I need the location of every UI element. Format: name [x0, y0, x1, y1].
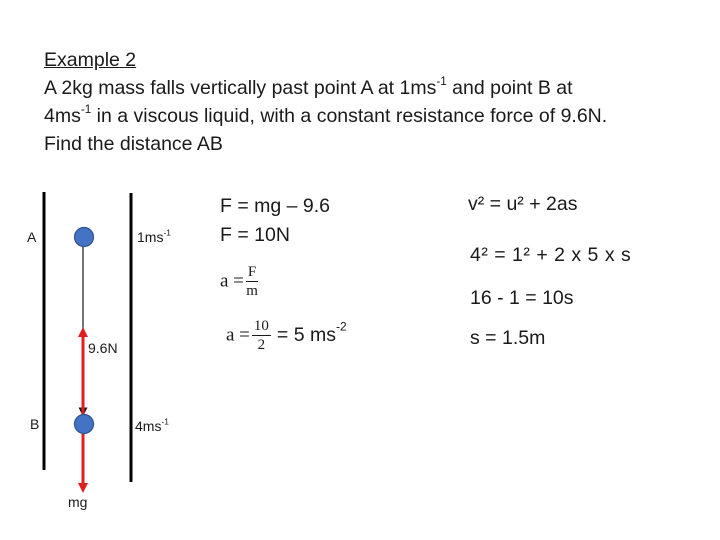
- equation-acceleration: a = $\frac{10}{2}$ = 5 $ms^{-2}$: [226, 318, 347, 353]
- point-a-label: A: [27, 229, 37, 245]
- equation-force-value: F = 10N: [220, 224, 290, 246]
- equation-net-force: F = mg – 9.6: [220, 195, 331, 217]
- equation-simplify: 16 - 1 = 10s: [470, 287, 574, 309]
- problem-line-1: A 2kg mass falls vertically past point A at $1ms^{-1}$ and point B at: [44, 75, 573, 99]
- example-heading: Example 2: [44, 49, 137, 71]
- weight-label: mg: [68, 494, 88, 510]
- equation-substitution: 4² = 1² + 2 x 5 x s: [470, 244, 632, 266]
- equation-newton-second-law: a = $\frac{F}{m}$: [220, 264, 258, 299]
- point-b-label: B: [30, 416, 40, 432]
- speed-at-a-label: $1ms^{-1}$: [137, 227, 171, 245]
- fraction-10-over-2: $\frac{10}{2}$: [253, 318, 269, 353]
- equation-suvat: v² = u² + 2as: [468, 193, 578, 215]
- fraction-f-over-m: $\frac{F}{m}$: [246, 264, 258, 299]
- problem-line-3: Find the distance AB: [44, 133, 223, 155]
- mass-ball-at-a: [75, 228, 94, 247]
- speed-at-b-label: $4ms^{-1}$: [135, 416, 169, 434]
- mass-ball-at-b: [75, 415, 94, 434]
- resistance-force-label: 9.6N: [88, 340, 118, 356]
- problem-line-2: $4ms^{-1}$ in a viscous liquid, with a constant resistance force of 9.6N.: [44, 103, 608, 127]
- equation-answer: s = 1.5m: [470, 327, 546, 349]
